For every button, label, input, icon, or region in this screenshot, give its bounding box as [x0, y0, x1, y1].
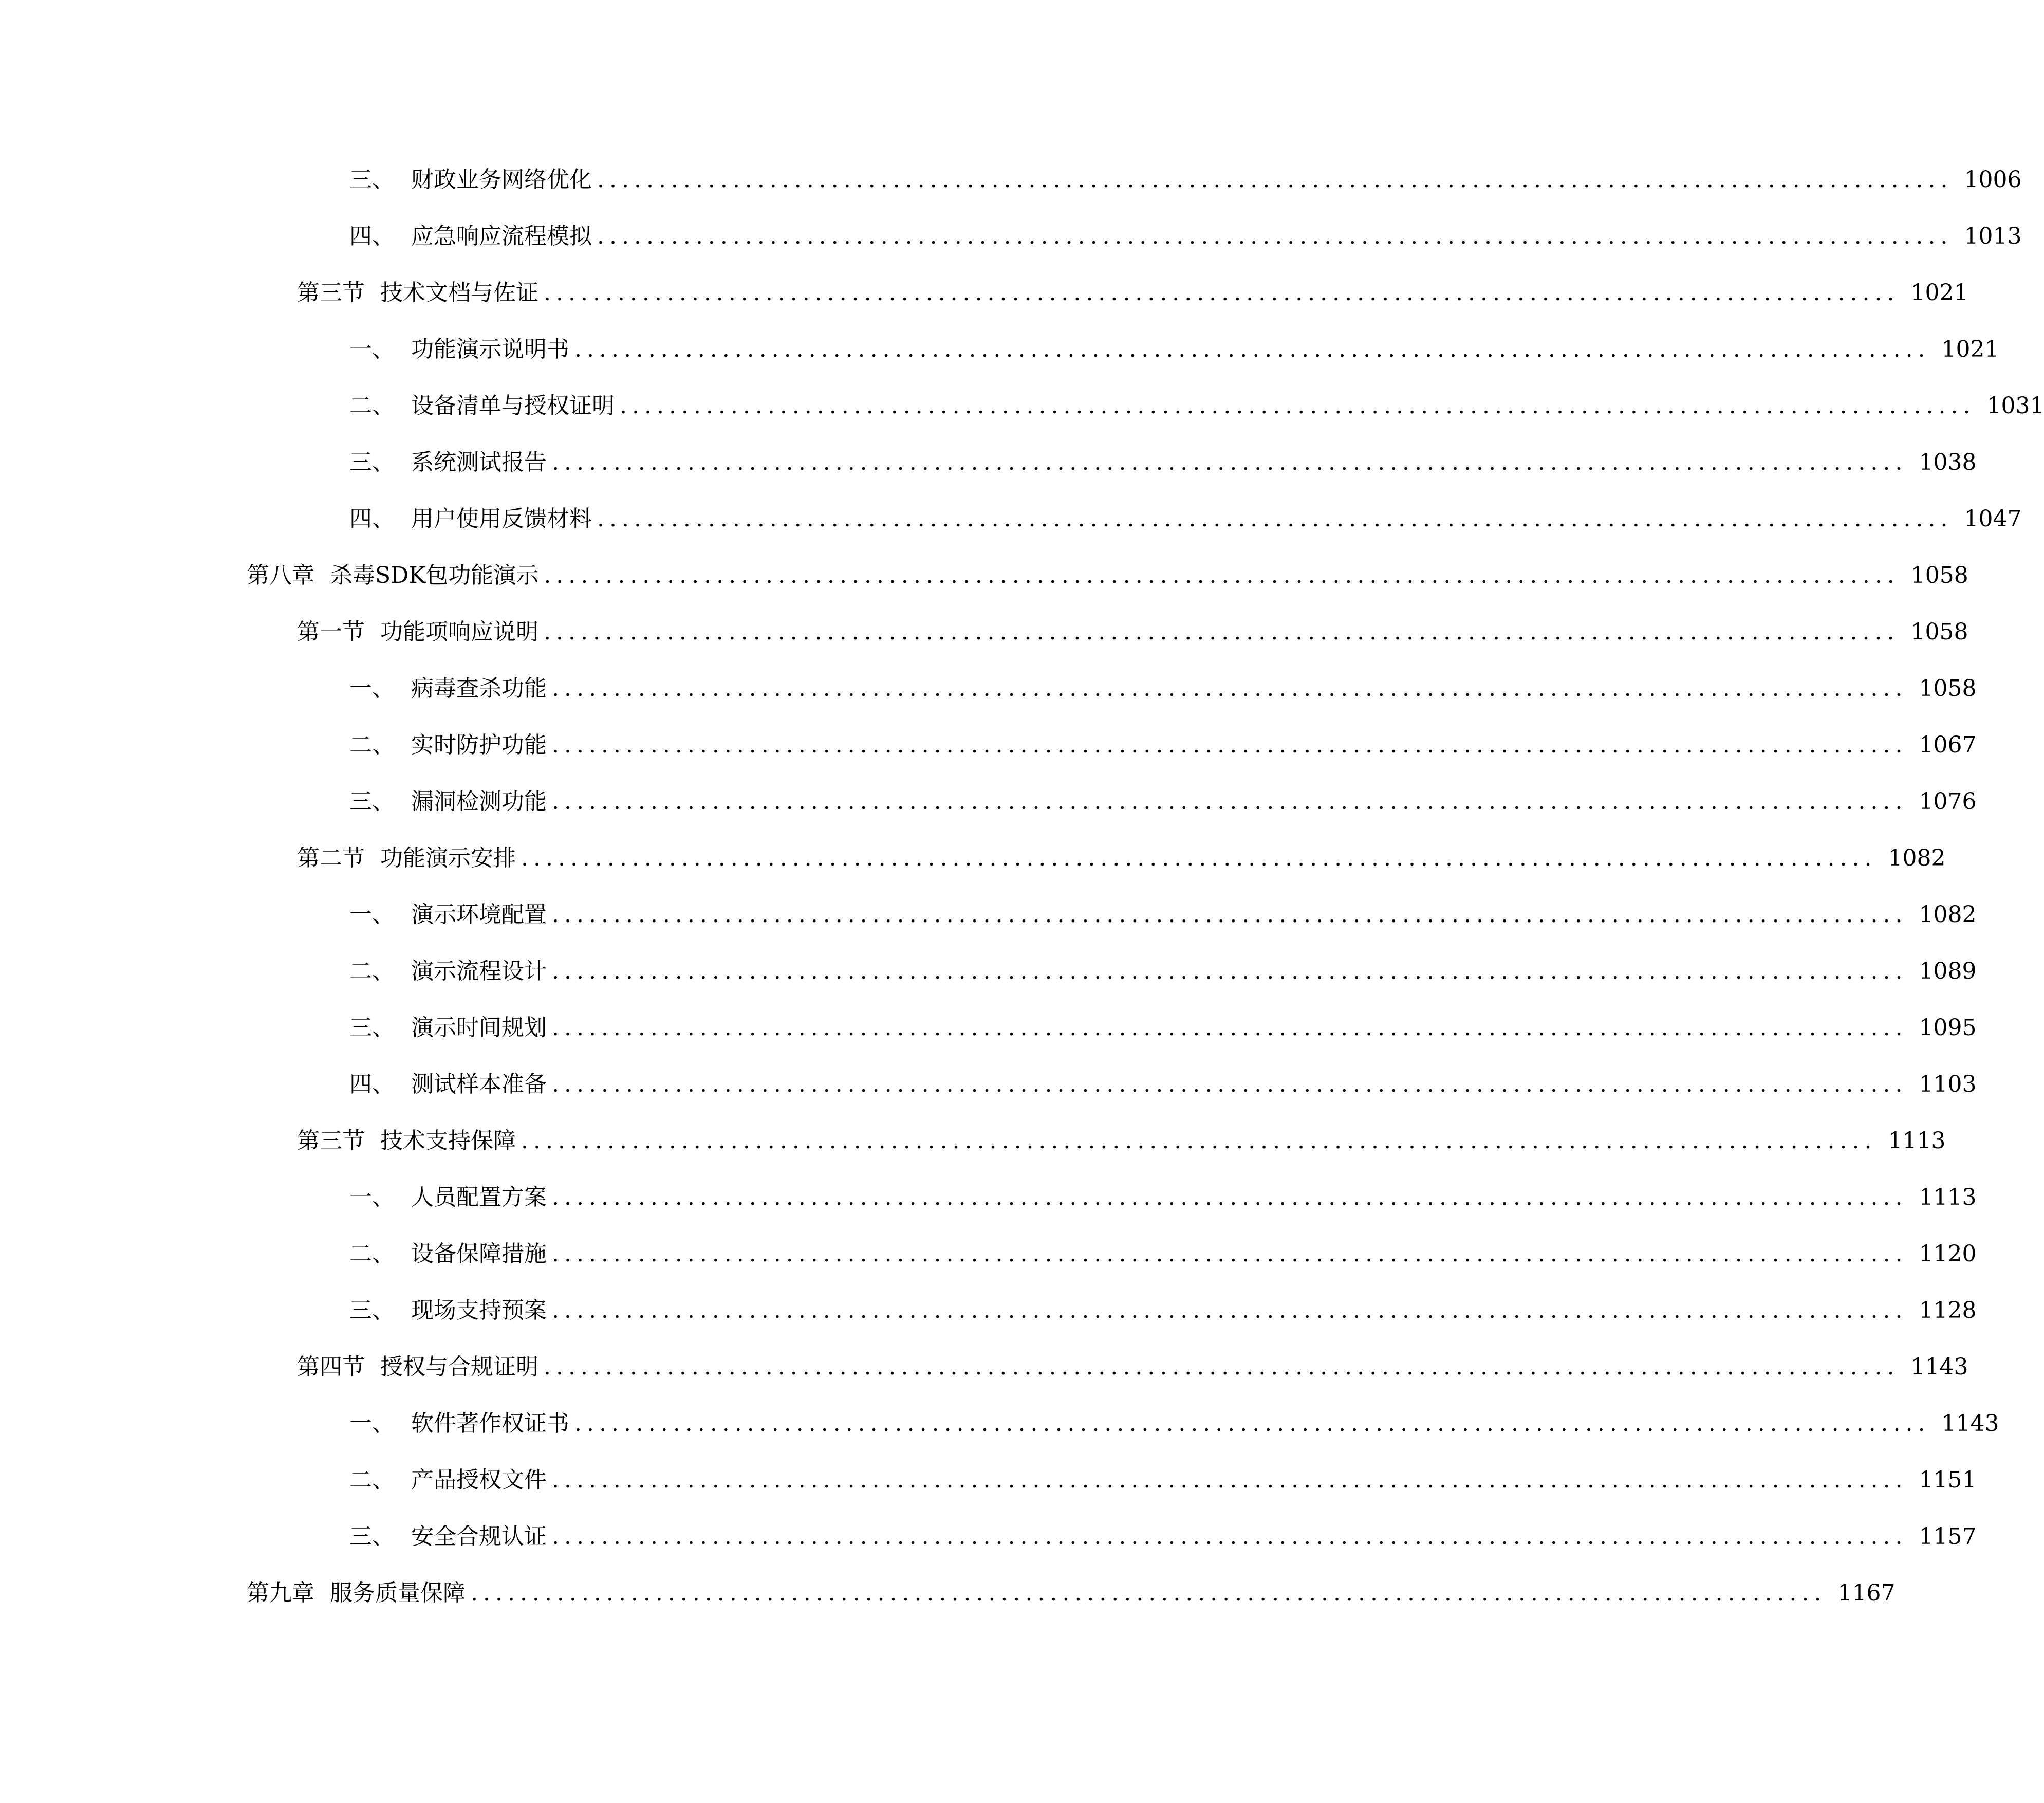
- dot-leader: ..............................................................................................................: [552, 958, 1908, 984]
- toc-entry-page: 1143: [1941, 1410, 1999, 1437]
- toc-entry-page: 1038: [1919, 449, 1977, 475]
- toc-entry[interactable]: [349, 1290, 1977, 1331]
- toc-entry[interactable]: [349, 499, 2022, 540]
- toc-entry-page: 1058: [1919, 675, 1977, 702]
- toc-entry-number: 一、: [349, 1184, 395, 1210]
- toc-entry[interactable]: [349, 1007, 1977, 1048]
- toc-entry-number: 第三节: [297, 1128, 365, 1154]
- toc-entry-title: 技术文档与佐证: [380, 280, 538, 306]
- toc-entry[interactable]: [349, 216, 2022, 257]
- toc-entry-title: 演示时间规划: [411, 1015, 547, 1041]
- toc-entry[interactable]: [349, 894, 1977, 935]
- toc-entry-chapter[interactable]: [247, 1573, 1896, 1614]
- toc-entry-page: 1082: [1888, 845, 1946, 871]
- dot-leader: ..............................................................................................................: [552, 1184, 1908, 1210]
- toc-entry-number: 一、: [349, 675, 395, 702]
- toc-entry[interactable]: [349, 385, 2044, 427]
- toc-entry-number: 一、: [349, 1410, 395, 1437]
- toc-entry-page: 1113: [1888, 1128, 1946, 1154]
- toc-entry-number: 二、: [349, 1467, 395, 1493]
- dot-leader: ..............................................................................................................: [544, 619, 1900, 645]
- toc-entry-page: 1013: [1964, 223, 2022, 249]
- toc-entry-number: 一、: [349, 902, 395, 928]
- toc-entry-title: 功能演示说明书: [411, 336, 569, 362]
- toc-entry[interactable]: [349, 1460, 1977, 1501]
- toc-entry-page: 1031: [1986, 393, 2044, 419]
- toc-entry-page: 1058: [1910, 619, 1968, 645]
- toc-entry-title: 服务质量保障: [330, 1580, 466, 1606]
- dot-leader: ..............................................................................................................: [544, 562, 1900, 588]
- dot-leader: ..............................................................................................................: [552, 902, 1908, 928]
- toc-entry-number: 第二节: [297, 845, 365, 871]
- toc-entry-page: 1157: [1919, 1523, 1977, 1550]
- toc-entry-title: 人员配置方案: [411, 1184, 547, 1210]
- toc-entry[interactable]: [349, 1403, 1999, 1444]
- dot-leader: ..............................................................................................................: [597, 167, 1953, 193]
- dot-leader: ..............................................................................................................: [544, 1354, 1900, 1380]
- dot-leader: ..............................................................................................................: [597, 506, 1953, 532]
- toc-entry[interactable]: [349, 1064, 1977, 1105]
- toc-entry[interactable]: [349, 1177, 1977, 1218]
- toc-entry-title: 实时防护功能: [411, 732, 547, 758]
- toc-entry-page: 1047: [1964, 506, 2022, 532]
- dot-leader: ..............................................................................................................: [574, 336, 1930, 362]
- toc-entry[interactable]: [349, 329, 1999, 370]
- toc-entry-title: 授权与合规证明: [380, 1354, 538, 1380]
- dot-leader: ..............................................................................................................: [552, 449, 1908, 475]
- toc-entry-number: 三、: [349, 788, 395, 815]
- toc-entry-number: 三、: [349, 1015, 395, 1041]
- toc-entry[interactable]: [349, 951, 1977, 992]
- toc-entry[interactable]: [349, 668, 1977, 709]
- toc-entry-number: 二、: [349, 393, 395, 419]
- toc-entry-page: 1082: [1919, 902, 1977, 928]
- toc-entry-number: 四、: [349, 506, 395, 532]
- dot-leader: ..............................................................................................................: [544, 280, 1900, 306]
- toc-entry-title: 漏洞检测功能: [411, 788, 547, 815]
- toc-entry-number: 一、: [349, 336, 395, 362]
- toc-entry-number: 四、: [349, 223, 395, 249]
- toc-entry-page: 1058: [1910, 562, 1968, 588]
- dot-leader: ..............................................................................................................: [552, 1241, 1908, 1267]
- dot-leader: ..............................................................................................................: [620, 393, 1976, 419]
- dot-leader: ..............................................................................................................: [471, 1580, 1827, 1606]
- toc-entry-page: 1089: [1919, 958, 1977, 984]
- toc-entry[interactable]: [349, 781, 1977, 822]
- toc-entry-page: 1167: [1837, 1580, 1896, 1606]
- toc-entry-page: 1128: [1919, 1297, 1977, 1323]
- toc-entry[interactable]: [349, 442, 1977, 483]
- toc-entry-title: 系统测试报告: [411, 449, 547, 475]
- toc-entry-page: 1103: [1919, 1071, 1977, 1097]
- toc-entry-number: 第九章: [247, 1580, 314, 1606]
- toc-entry[interactable]: [297, 1120, 1946, 1162]
- dot-leader: ..............................................................................................................: [521, 1128, 1877, 1154]
- toc-entry-title: 演示环境配置: [411, 902, 547, 928]
- toc-entry[interactable]: [349, 1516, 1977, 1557]
- toc-entry-title: 病毒查杀功能: [411, 675, 547, 702]
- toc-entry[interactable]: [297, 612, 1968, 653]
- toc-entry-number: 三、: [349, 1523, 395, 1550]
- toc-entry-page: 1151: [1919, 1467, 1977, 1493]
- toc-entry-title: 杀毒SDK包功能演示: [330, 562, 539, 588]
- toc-entry-title: 演示流程设计: [411, 958, 547, 984]
- toc-entry-page: 1120: [1919, 1241, 1977, 1267]
- toc-entry-page: 1067: [1919, 732, 1977, 758]
- toc-entry-page: 1113: [1919, 1184, 1977, 1210]
- toc-entry-number: 二、: [349, 732, 395, 758]
- toc-entry-number: 第三节: [297, 280, 365, 306]
- toc-entry-number: 二、: [349, 1241, 395, 1267]
- dot-leader: ..............................................................................................................: [552, 788, 1908, 815]
- toc-entry-title: 产品授权文件: [411, 1467, 547, 1493]
- toc-entry-title: 财政业务网络优化: [411, 167, 592, 193]
- dot-leader: ..............................................................................................................: [574, 1410, 1930, 1437]
- toc-entry-number: 三、: [349, 449, 395, 475]
- toc-entry-number: 四、: [349, 1071, 395, 1097]
- dot-leader: ..............................................................................................................: [597, 223, 1953, 249]
- dot-leader: ..............................................................................................................: [552, 675, 1908, 702]
- toc-entry-number: 三、: [349, 1297, 395, 1323]
- dot-leader: ..............................................................................................................: [552, 1297, 1908, 1323]
- toc-entry-page: 1006: [1964, 167, 2022, 193]
- toc-entry-title: 用户使用反馈材料: [411, 506, 592, 532]
- toc-entry-page: 1095: [1919, 1015, 1977, 1041]
- toc-entry-title: 设备保障措施: [411, 1241, 547, 1267]
- dot-leader: ..............................................................................................................: [552, 1467, 1908, 1493]
- toc-entry-title: 应急响应流程模拟: [411, 223, 592, 249]
- toc-entry-title: 功能演示安排: [380, 845, 516, 871]
- toc-entry-title: 功能项响应说明: [380, 619, 538, 645]
- toc-entry[interactable]: [297, 1347, 1968, 1388]
- dot-leader: ..............................................................................................................: [552, 1523, 1908, 1550]
- toc-entry-number: 三、: [349, 167, 395, 193]
- toc-entry[interactable]: [297, 838, 1946, 879]
- toc-entry[interactable]: [349, 1234, 1977, 1275]
- toc-entry-title: 现场支持预案: [411, 1297, 547, 1323]
- toc-entry-number: 第四节: [297, 1354, 365, 1380]
- toc-entry-title: 技术支持保障: [380, 1128, 516, 1154]
- toc-entry-title: 设备清单与授权证明: [411, 393, 615, 419]
- dot-leader: ..............................................................................................................: [552, 1071, 1908, 1097]
- toc-entry-page: 1021: [1910, 280, 1968, 306]
- toc-entry-title: 软件著作权证书: [411, 1410, 569, 1437]
- toc-entry[interactable]: [349, 159, 2022, 200]
- toc-entry-number: 二、: [349, 958, 395, 984]
- toc-entry-page: 1143: [1910, 1354, 1968, 1380]
- dot-leader: ..............................................................................................................: [552, 732, 1908, 758]
- toc-entry[interactable]: [297, 272, 1968, 314]
- toc-entry-chapter[interactable]: [247, 555, 1968, 596]
- dot-leader: ..............................................................................................................: [552, 1015, 1908, 1041]
- toc-entry-number: 第八章: [247, 562, 314, 588]
- toc-entry-title: 测试样本准备: [411, 1071, 547, 1097]
- toc-entry-number: 第一节: [297, 619, 365, 645]
- toc-entry-page: 1076: [1919, 788, 1977, 815]
- dot-leader: ..............................................................................................................: [521, 845, 1877, 871]
- toc-entry[interactable]: [349, 725, 1977, 766]
- toc-entry-page: 1021: [1941, 336, 1999, 362]
- toc-entry-title: 安全合规认证: [411, 1523, 547, 1550]
